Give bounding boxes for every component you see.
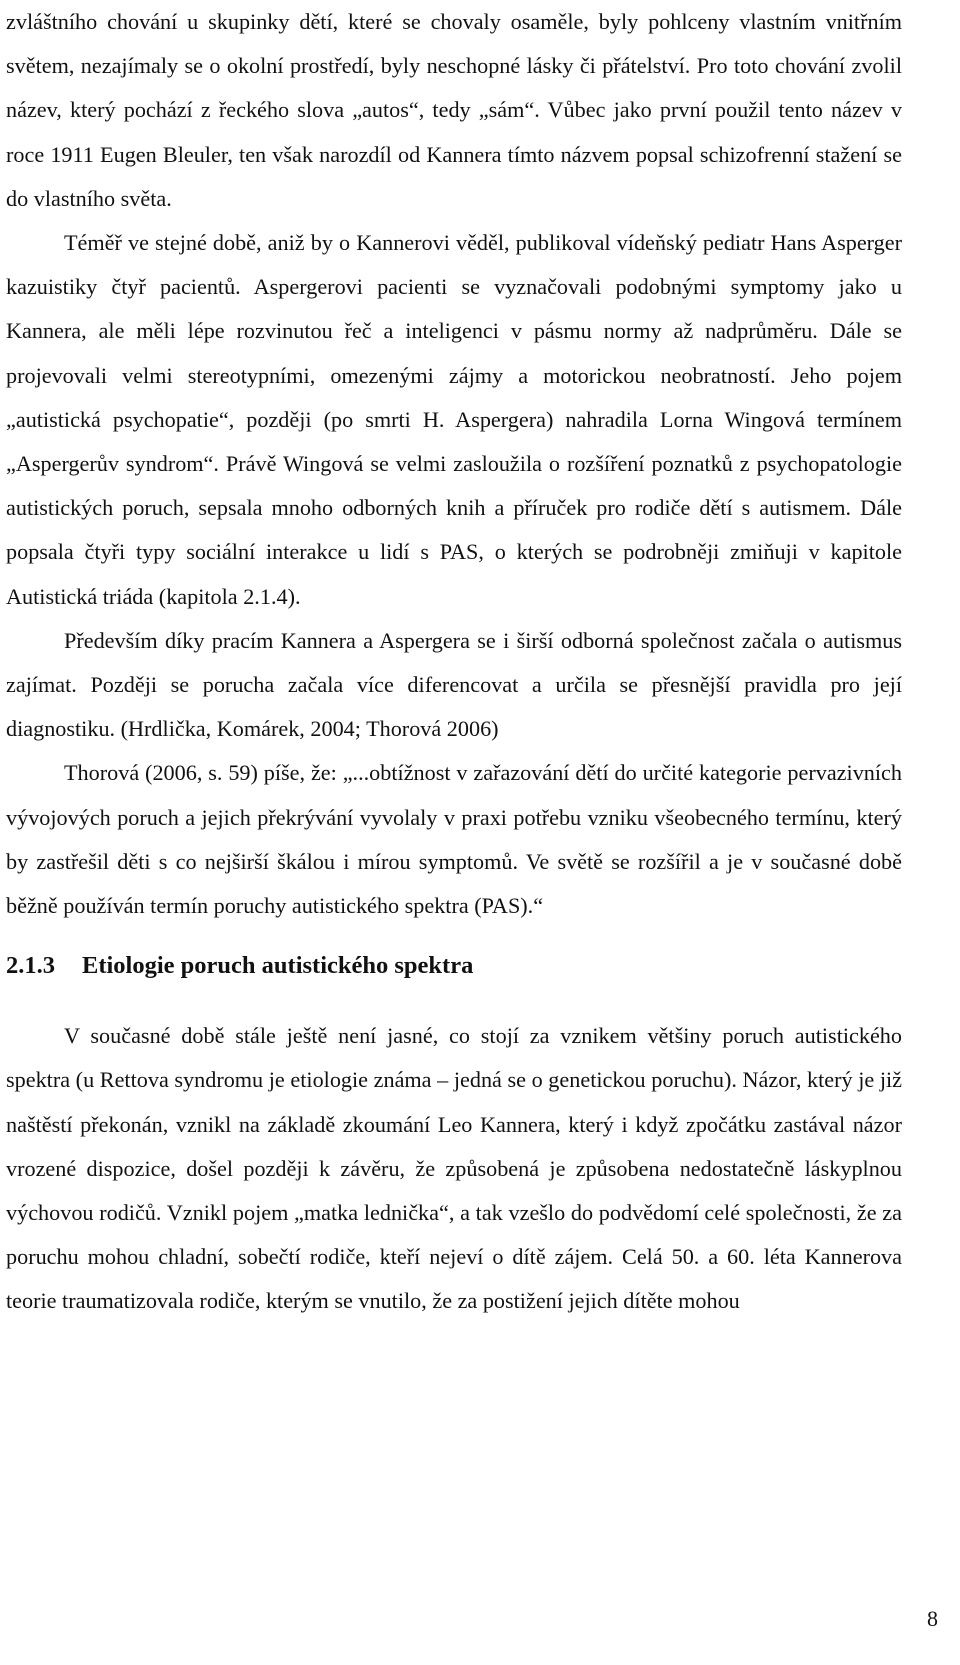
page-number: 8 [927, 1606, 938, 1631]
paragraph-asperger: Téměř ve stejné době, aniž by o Kannerovi věděl, publikoval vídeňský pediatr Hans Asperger kazuistiky čtyř pacientů. Aspergerovi pacienti se vyznačovali podobnými symptomy jako u Kannera, ale měli lépe rozvinutou řeč a inteligenci v pásmu normy až nadprůměru. Dále se projevovali velmi stereotypními, omezenými zájmy a motorickou neobratností. Jeho pojem „autistická psychopatie“, později (po smrti H. Aspergera) nahradila Lorna Wingová termínem „Aspergerův syndrom“. Právě Wingová se velmi zasloužila o rozšíření poznatků z psychopatologie autistických poruch, sepsala mnoho odborných knih a příruček pro rodiče dětí s autismem. Dále popsala čtyři typy sociální interakce u lidí s PAS, o kterých se podrobněji zmiňuji v kapitole Autistická triáda (kapitola 2.1.4). [6, 230, 902, 609]
page-content [6, 0, 902, 1324]
section-title: Etiologie poruch autistického spektra [82, 952, 474, 980]
section-heading [6, 928, 902, 1014]
paragraph-continuation: zvláštního chování u skupinky dětí, které se chovaly osaměle, byly pohlceny vlastním vnitřním světem, nezajímaly se o okolní prostředí, byly neschopné lásky či přátelství. Pro toto chování zvolil název, který pochází z řeckého slova „autos“, tedy „sám“. Vůbec jako první použil tento název v roce 1911 Eugen Bleuler, ten však narozdíl od Kannera tímto názvem popsal schizofrenní stažení se do vlastního světa. [6, 9, 902, 211]
paragraph-etiologie: V současné době stále ještě není jasné, co stojí za vznikem většiny poruch autistického spektra (u Rettova syndromu je etiologie známa – jedná se o genetickou poruchu). Názor, který je již naštěstí překonán, vznikl na základě zkoumání Leo Kannera, který i když zpočátku zastával názor vrozené dispozice, došel později k závěru, že způsobená je způsobena nedostatečně láskyplnou výchovou rodičů. Vznikl pojem „matka lednička“, a tak vzešlo do podvědomí celé společnosti, že za poruchu mohou chladní, sobečtí rodiče, kteří nejeví o dítě zájem. Celá 50. a 60. léta Kannerova teorie traumatizovala rodiče, kterým se vnutilo, že za postižení jejich dítěte mohou [6, 1023, 902, 1314]
section-number: 2.1.3 [6, 952, 55, 980]
paragraph-odborna-spolecnost: Především díky pracím Kannera a Aspergera se i širší odborná společnost začala o autismus zajímat. Později se porucha začala více diferencovat a určila se přesnější pravidla pro její diagnostiku. (Hrdlička, Komárek, 2004; Thorová 2006) [6, 627, 902, 742]
paragraph-thorova-quote: Thorová (2006, s. 59) píše, že: „...obtížnost v zařazování dětí do určité kategorie pervazivních vývojových poruch a jejich překrývání vyvolaly v praxi potřebu vzniku všeobecného termínu, který by zastřešil děti s co nejširší škálou i mírou symptomů. Ve světě se rozšířil a je v současné době běžně používán termín poruchy autistického spektra (PAS).“ [6, 760, 902, 919]
